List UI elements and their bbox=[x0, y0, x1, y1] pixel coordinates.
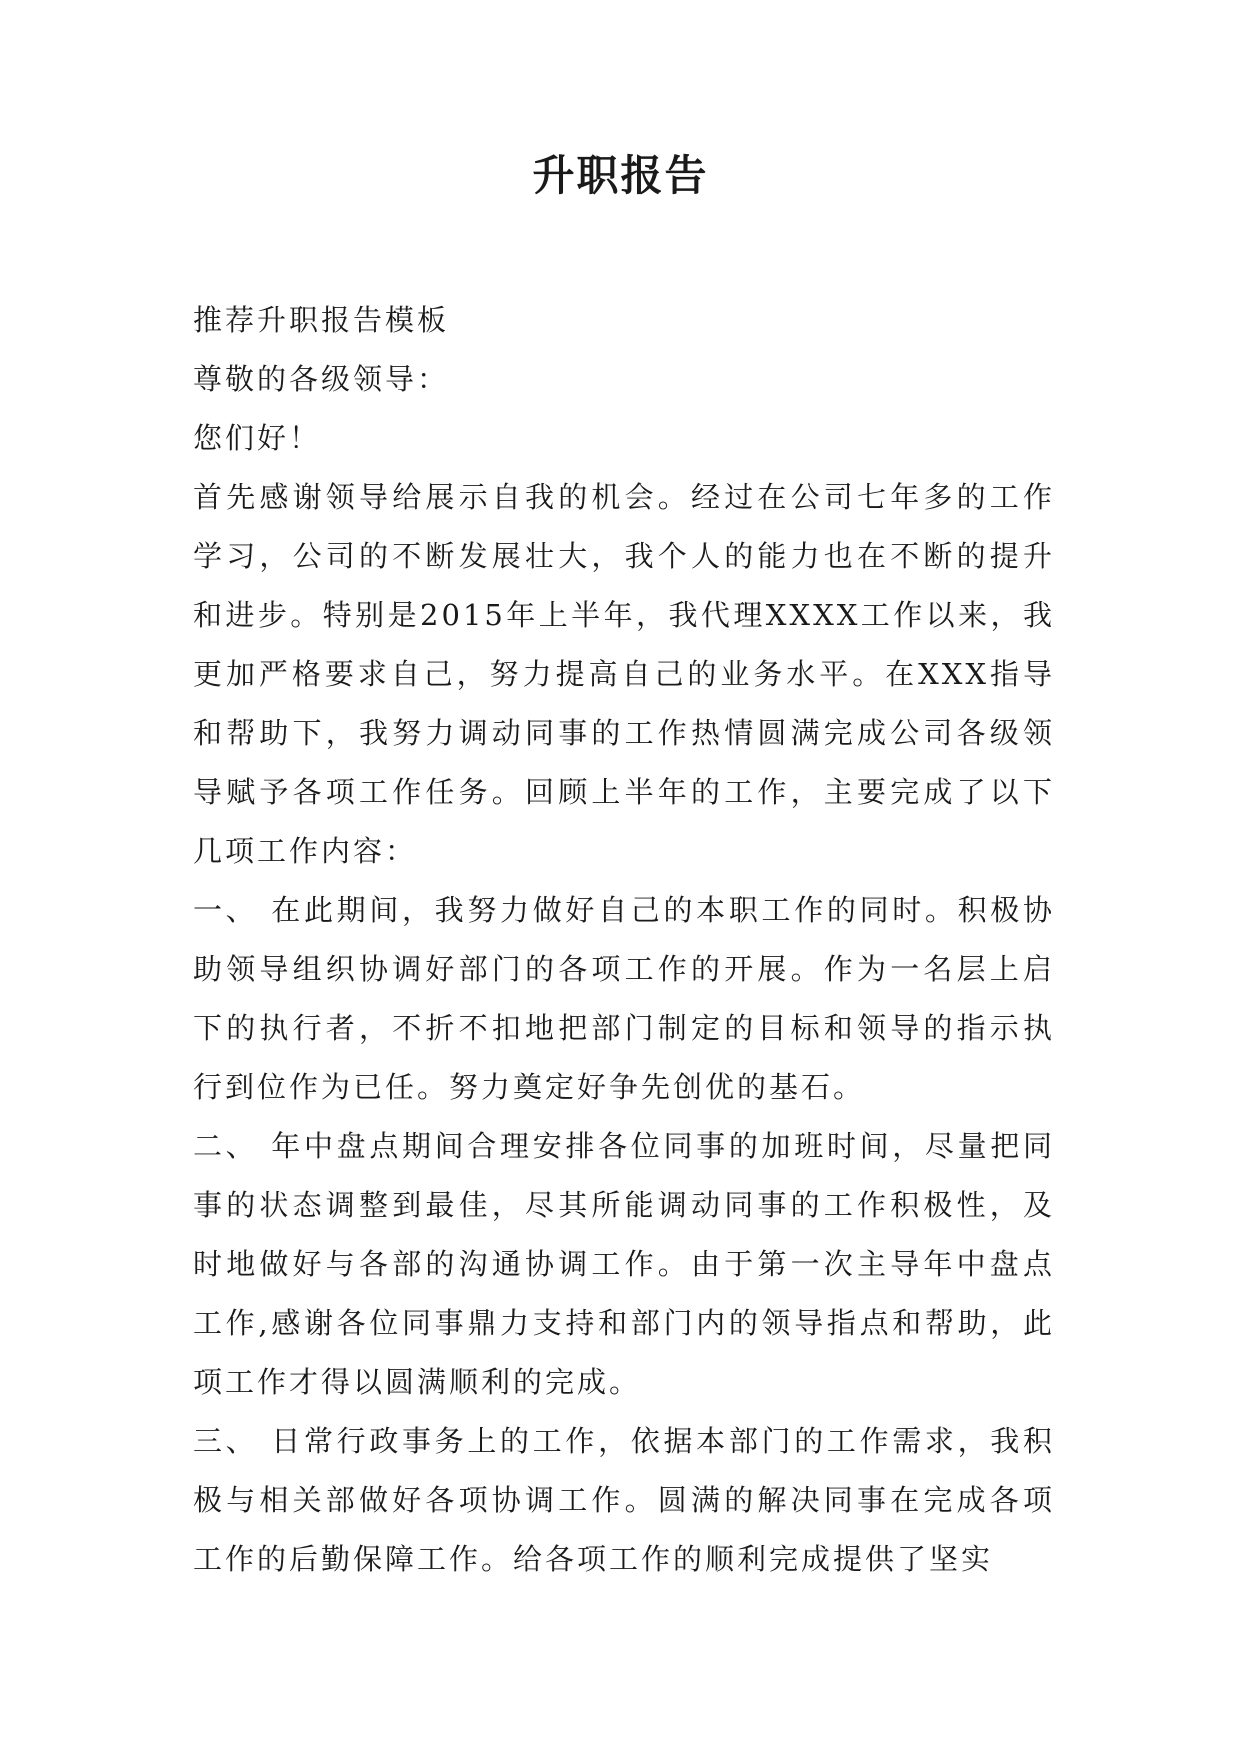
paragraph-introduction: 首先感谢领导给展示自我的机会。经过在公司七年多的工作学习，公司的不断发展壮大，我个人的能力也在不断的提升和进步。特别是2015年上半年，我代理XXXX工作以来，我更加严格要求自己，努力提高自己的业务水平。在XXX指导和帮助下，我努力调动同事的工作热情圆满完成公司各级领导赋予各项工作任务。回顾上半年的工作，主要完成了以下几项工作内容： bbox=[193, 480, 1055, 868]
paragraph-item-two: 二、 年中盘点期间合理安排各位同事的加班时间，尽量把同事的状态调整到最佳，尽其所能调动同事的工作积极性，及时地做好与各部的沟通协调工作。由于第一次主导年中盘点工作,感谢各位同事鼎力支持和部门内的领导指点和帮助，此项工作才得以圆满顺利的完成。 bbox=[193, 1129, 1055, 1399]
paragraph-greeting: 您们好！ bbox=[193, 421, 322, 455]
document-title: 升职报告 bbox=[532, 151, 709, 200]
paragraph-template-name: 推荐升职报告模板 bbox=[193, 303, 450, 337]
paragraph-salutation: 尊敬的各级领导： bbox=[193, 362, 450, 396]
document-body bbox=[193, 291, 1055, 1589]
paragraph-item-three: 三、 日常行政事务上的工作，依据本部门的工作需求，我积极与相关部做好各项协调工作。圆满的解决同事在完成各项工作的后勤保障工作。给各项工作的顺利完成提供了坚实 bbox=[193, 1424, 1055, 1576]
paragraph-item-one: 一、 在此期间，我努力做好自己的本职工作的同时。积极协助领导组织协调好部门的各项工作的开展。作为一名层上启下的执行者，不折不扣地把部门制定的目标和领导的指示执行到位作为已任。努力奠定好争先创优的基石。 bbox=[193, 893, 1055, 1104]
